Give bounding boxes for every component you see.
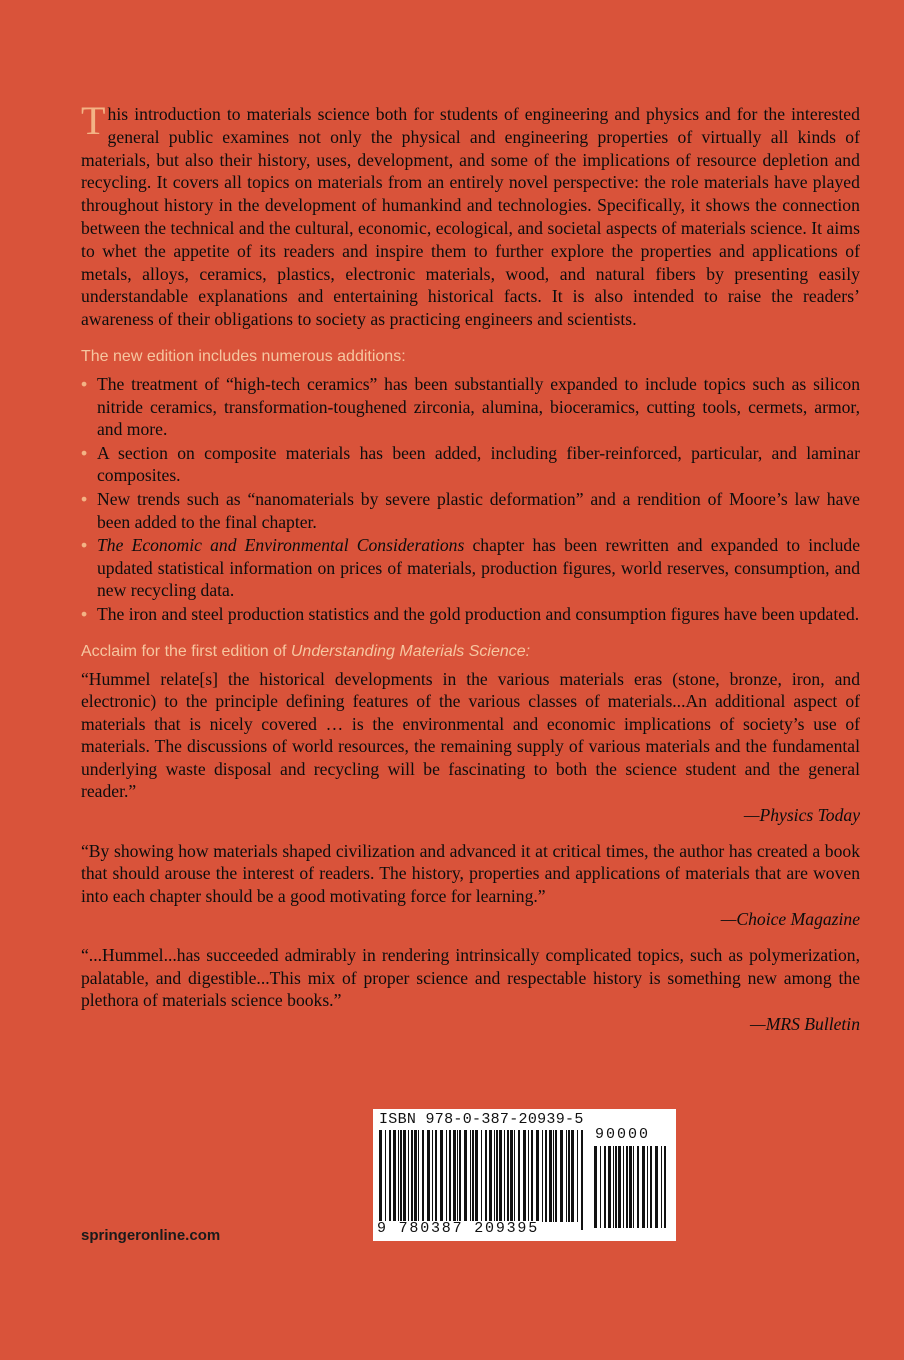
barcode-bar (623, 1146, 624, 1228)
quote-source: —MRS Bulletin (750, 1013, 860, 1034)
barcode-bar (545, 1130, 547, 1222)
back-cover-content (81, 98, 860, 1035)
barcode-bar (571, 1130, 574, 1222)
barcode-bar (507, 1130, 509, 1222)
barcode-bar (618, 1146, 621, 1228)
quote-choice-magazine: “By showing how materials shaped civilization and advanced it at critical times, the author has created a book that should arouse the interest of readers. The history, properties and applications of materials that are woven into each chapter should be a good motivating force for learning.” (81, 840, 860, 906)
barcode-bar (655, 1146, 658, 1228)
barcode-bar (494, 1130, 495, 1222)
additions-list (81, 373, 860, 626)
additions-heading: The new edition includes numerous additions: (81, 347, 406, 365)
barcode-bar (499, 1130, 502, 1222)
list-item (81, 442, 860, 487)
barcode-bar (504, 1130, 505, 1222)
barcode-bar (475, 1130, 478, 1222)
barcode-bar (414, 1130, 417, 1222)
barcode-bar (457, 1130, 458, 1222)
barcode-bar (379, 1130, 382, 1230)
barcode-bar (626, 1146, 628, 1228)
barcode-bar (637, 1146, 639, 1228)
list-item-text: chapter has been rewritten and expanded to include updated statistical information on prices of materials, production figures, world reserves, consumption, and new recycling data. (97, 535, 860, 601)
barcode-bar (553, 1130, 554, 1222)
quote-source: —Physics Today (743, 805, 860, 826)
barcode-bar (604, 1146, 606, 1228)
barcode-bar (403, 1130, 406, 1222)
bullet-icon: • (81, 373, 88, 394)
intro-text: his introduction to materials science both for students of engineering and physics and for the interested general public examines not only the physical and engineering properties of virtually all kinds of materials, but also their history, uses, development, and some of the implications of resource depletion and recycling. It covers all topics on materials from an entirely novel perspective: the role materials have played throughout history in the development of humankind and technologies. Specifically, it shows the connection between the technical and the cultural, economic, ecological, and societal aspects of materials science. It aims to whet the appetite of its readers and inspire them to further explore the properties and applications of metals, alloys, ceramics, plastics, electronic materials, wood, and natural fibers by presenting easily understandable explanations and entertaining historical facts. It is also intended to raise the readers’ awareness of their obligations to society as practicing engineers and scientists. (81, 104, 860, 330)
barcode-bar (411, 1130, 413, 1222)
barcode-bar (440, 1130, 443, 1222)
quote-source: —Choice Magazine (720, 909, 860, 930)
acclaim-heading (81, 642, 860, 662)
barcode-bar (642, 1146, 645, 1228)
list-item-text: A section on composite materials has been added, including fiber-reinforced, particular, and laminar composites. (97, 442, 860, 486)
barcode-bar (385, 1130, 386, 1230)
barcode-bar (418, 1130, 419, 1222)
barcode-bar (470, 1130, 471, 1230)
barcode-bar (613, 1146, 614, 1228)
barcode-bar (661, 1146, 662, 1228)
barcode-bar (615, 1146, 617, 1228)
barcode-bar (566, 1130, 567, 1222)
barcode-bar (549, 1130, 552, 1222)
barcode-bar (459, 1130, 461, 1222)
barcode-bar (581, 1130, 583, 1230)
bullet-icon: • (81, 603, 88, 624)
chapter-title: The Economic and Environmental Considerations (97, 535, 465, 556)
list-item (81, 488, 860, 533)
barcode-bar (633, 1146, 634, 1228)
isbn-barcode (373, 1109, 676, 1241)
list-item (81, 603, 860, 626)
barcode-bar (555, 1130, 557, 1222)
barcode-bar (393, 1130, 396, 1222)
publisher-website: springeronline.com (81, 1227, 221, 1244)
barcode-bar (481, 1130, 482, 1222)
main-barcode-bars (379, 1130, 587, 1230)
barcode-bar (432, 1130, 433, 1222)
barcode-bar (389, 1130, 391, 1222)
barcode-bar (542, 1130, 543, 1222)
barcode-bar (422, 1130, 424, 1222)
barcode-bar (536, 1130, 539, 1222)
barcode-bar (485, 1130, 487, 1222)
quote-physics-today: “Hummel relate[s] the historical developments in the various materials eras (stone, bronze, iron, and electronic) to the principle defining features of the various classes of materials...An additional aspect of materials that is nicely covered … is the environmental and economic implications of society’s use of materials. The discussions of world resources, the remaining supply of various materials and the fundamental underlying waste disposal and recycling will be fascinating to both the science student and the general reader.” (81, 668, 860, 802)
barcode-bar (453, 1130, 456, 1222)
list-item (81, 534, 860, 602)
barcode-bar (568, 1130, 570, 1222)
barcode-bar (398, 1130, 399, 1222)
barcode-bar (650, 1146, 652, 1228)
barcode-bar (608, 1146, 611, 1228)
barcode-bar (560, 1130, 563, 1222)
drop-cap: T (81, 98, 106, 143)
acclaim-heading-prefix: Acclaim for the first edition of (81, 642, 291, 660)
barcode-bar (600, 1146, 601, 1228)
barcode-bar (449, 1130, 451, 1222)
list-item-text: The iron and steel production statistics and the gold production and consumption figures have been updated. (97, 603, 860, 624)
barcode-bar (664, 1146, 666, 1228)
barcode-bar (464, 1130, 467, 1230)
barcode-bar (523, 1130, 526, 1222)
barcode-bar (400, 1130, 402, 1222)
list-item-text: New trends such as “nanomaterials by severe plastic deformation” and a rendition of Moore’s law have been added to the final chapter. (97, 488, 860, 532)
barcode-bar (647, 1146, 648, 1228)
bullet-icon: • (81, 442, 88, 463)
acclaim-heading-title: Understanding Materials Science: (290, 642, 531, 660)
isbn-number: ISBN 978-0-387-20939-5 (379, 1111, 584, 1128)
barcode-bar (577, 1130, 578, 1222)
addon-barcode-bars (594, 1146, 670, 1236)
barcode-bar (427, 1130, 430, 1222)
barcode-bar (496, 1130, 498, 1222)
barcode-bar (518, 1130, 520, 1222)
bullet-icon: • (81, 535, 88, 556)
ean-digits: 9 780387 209395 (377, 1220, 540, 1237)
barcode-bar (408, 1130, 409, 1222)
price-code: 90000 (595, 1126, 651, 1143)
list-item-text: The treatment of “high-tech ceramics” has been substantially expanded to include topics such as silicon nitride ceramics, transformation-toughened zirconia, alumina, bioceramics, cutting tools, cermets, armor, and more. (97, 373, 860, 440)
barcode-bar (514, 1130, 515, 1222)
barcode-bar (446, 1130, 447, 1222)
barcode-bar (510, 1130, 513, 1222)
intro-paragraph (81, 98, 860, 331)
quote-mrs-bulletin: “...Hummel...has succeeded admirably in rendering intrinsically complicated topics, such as polymerization, palatable, and digestible...This mix of proper science and respectable history is something new among the plethora of materials science books.” (81, 945, 860, 1011)
list-item (81, 373, 860, 441)
barcode-bar (531, 1130, 533, 1222)
barcode-bar (528, 1130, 529, 1222)
barcode-bar (629, 1146, 632, 1228)
barcode-bar (594, 1146, 597, 1228)
bullet-icon: • (81, 488, 88, 509)
barcode-bar (489, 1130, 492, 1222)
barcode-bar (435, 1130, 437, 1222)
barcode-bar (472, 1130, 474, 1222)
